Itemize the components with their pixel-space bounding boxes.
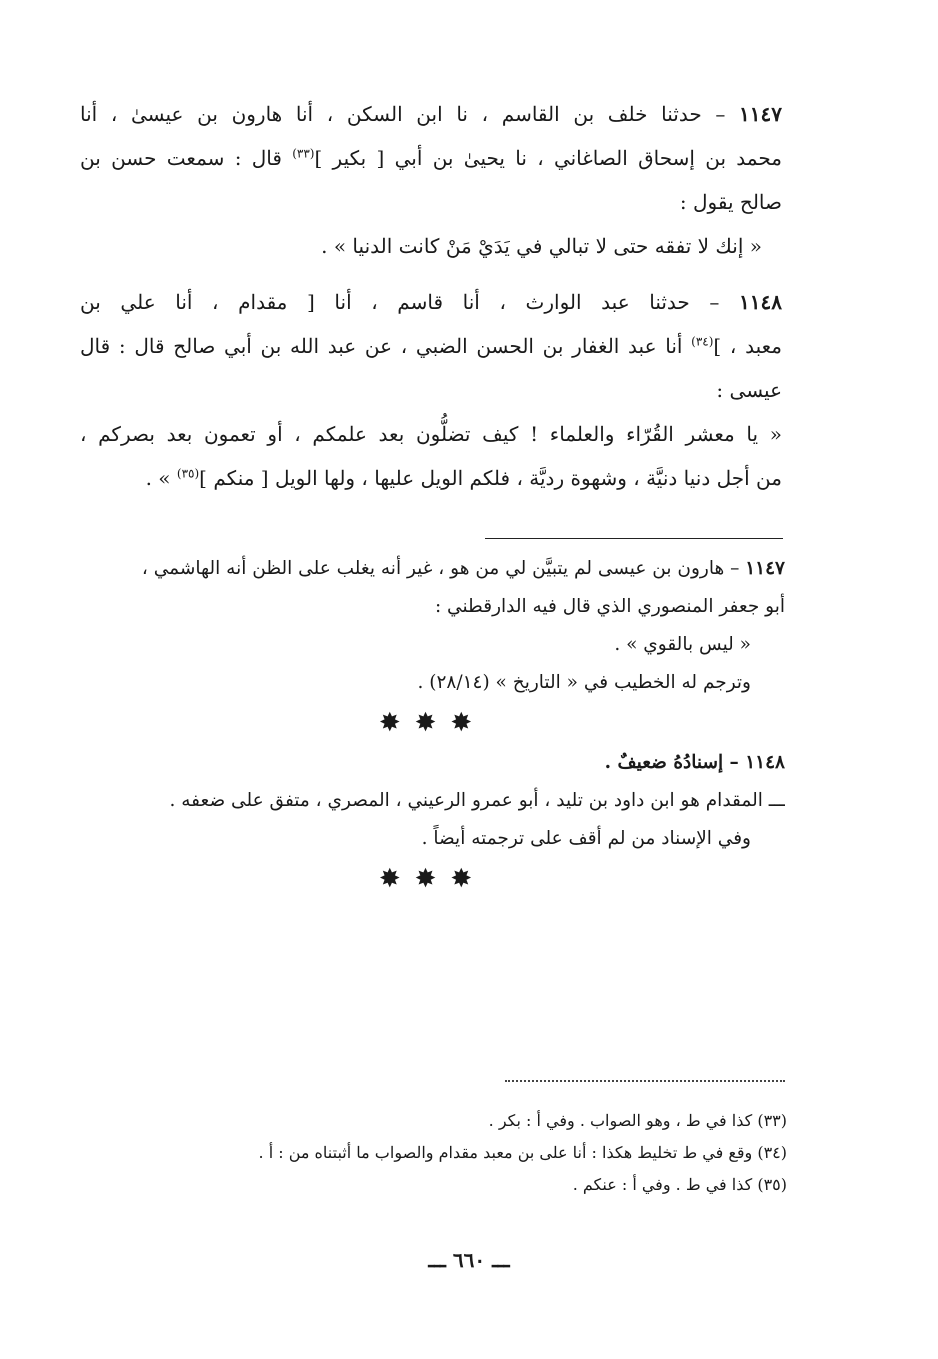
note-1148-line-1: ـــ المقدام هو ابن داود بن تليد ، أبو عمرو الرعيني ، المصري ، متفق على ضعفه . <box>169 790 785 811</box>
text-segment: » . <box>145 466 177 490</box>
text-segment: محمد بن إسحاق الصاغاني ، نا يحيىٰ بن أبي [ بكير ] <box>314 146 782 170</box>
text-segment: – حدثنا عبد الوارث ، أنا قاسم ، أنا [ مقدام ، أنا علي بن <box>80 290 720 314</box>
footnote-ref-35: (٣٥) <box>176 466 200 481</box>
text-segment: أنا عبد الغفار بن الحسن الضبي ، عن عبد الله بن أبي صالح قال : قال <box>80 334 692 358</box>
main-text <box>80 92 782 500</box>
note-number: ١١٤٨ <box>745 752 785 773</box>
note-number: ١١٤٧ <box>745 558 785 579</box>
footnote-35: (٣٥) كذا في ط . وفي أ : عنكم . <box>572 1175 787 1194</box>
footnote-separator <box>505 1080 785 1082</box>
footnote-ref-34: (٣٤) <box>691 334 714 349</box>
text-segment: – حدثنا خلف بن القاسم ، نا ابن السكن ، أنا هارون بن عيسىٰ ، أنا <box>80 102 726 126</box>
hadith-1147-line-2 <box>80 136 782 180</box>
hadith-1148-quote-2 <box>80 456 782 500</box>
hadith-1148-line-1 <box>80 280 782 324</box>
hadith-1147-line-3: صالح يقول : <box>679 190 782 214</box>
commentary <box>80 550 785 900</box>
note-1147-line-3: « ليس بالقوي » . <box>614 634 751 655</box>
text-segment: – إسنادُهُ ضعيفٌ . <box>604 752 746 773</box>
text-segment: – هارون بن عيسى لم يتبيَّن لي من هو ، غير أنه يغلب على الظن أنه الهاشمي ، <box>141 558 746 579</box>
note-1147-line-2: أبو جعفر المنصوري الذي قال فيه الدارقطني : <box>434 596 785 617</box>
footnote-ref-33: (٣٣) <box>292 146 315 161</box>
hadith-1148-quote-1: « يا معشر القُرّاء والعلماء ! كيف تضلُّون بعد علمكم ، أو تعمون بعد بصركم ، <box>80 422 782 446</box>
note-1148-line-2: وفي الإسناد من لم أقف على ترجمته أيضاً . <box>421 828 751 849</box>
hadith-1147-quote: « إنك لا تفقه حتى لا تبالي في يَدَيْ مَنْ كانت الدنيا » . <box>321 234 762 258</box>
hadith-1148-line-2 <box>80 324 782 368</box>
text-segment: معبد ، ] <box>713 334 782 358</box>
note-1148-heading <box>80 744 785 782</box>
text-segment: قال : سمعت حسن بن <box>80 146 293 170</box>
hadith-1148-line-3: عيسى : <box>716 378 782 402</box>
hadith-number: ١١٤٧ <box>739 102 782 126</box>
section-divider <box>485 538 783 539</box>
section-stars-1: ✸✸✸ <box>378 708 487 738</box>
text-segment: من أجل دنيا دنيَّة ، وشهوة رديَّة ، فلكم الويل عليها ، ولها الويل [ منكم ] <box>199 466 782 490</box>
hadith-number: ١١٤٨ <box>739 290 782 314</box>
note-1147-line-1 <box>80 550 785 588</box>
note-1147-line-4: وترجم له الخطيب في « التاريخ » (٢٨/١٤) . <box>417 672 751 693</box>
footnotes <box>150 1105 787 1201</box>
page-number: ـــ ٦٦٠ ـــ <box>428 1248 510 1272</box>
section-stars-2: ✸✸✸ <box>378 864 487 894</box>
footnote-33: (٣٣) كذا في ط ، وهو الصواب . وفي أ : بكر . <box>488 1111 787 1130</box>
hadith-1147-line-1 <box>80 92 782 136</box>
footnote-34: (٣٤) وقع في ط تخليط هكذا : أنا على بن معبد مقدام والصواب ما أثبتناه من : أ . <box>258 1143 787 1162</box>
